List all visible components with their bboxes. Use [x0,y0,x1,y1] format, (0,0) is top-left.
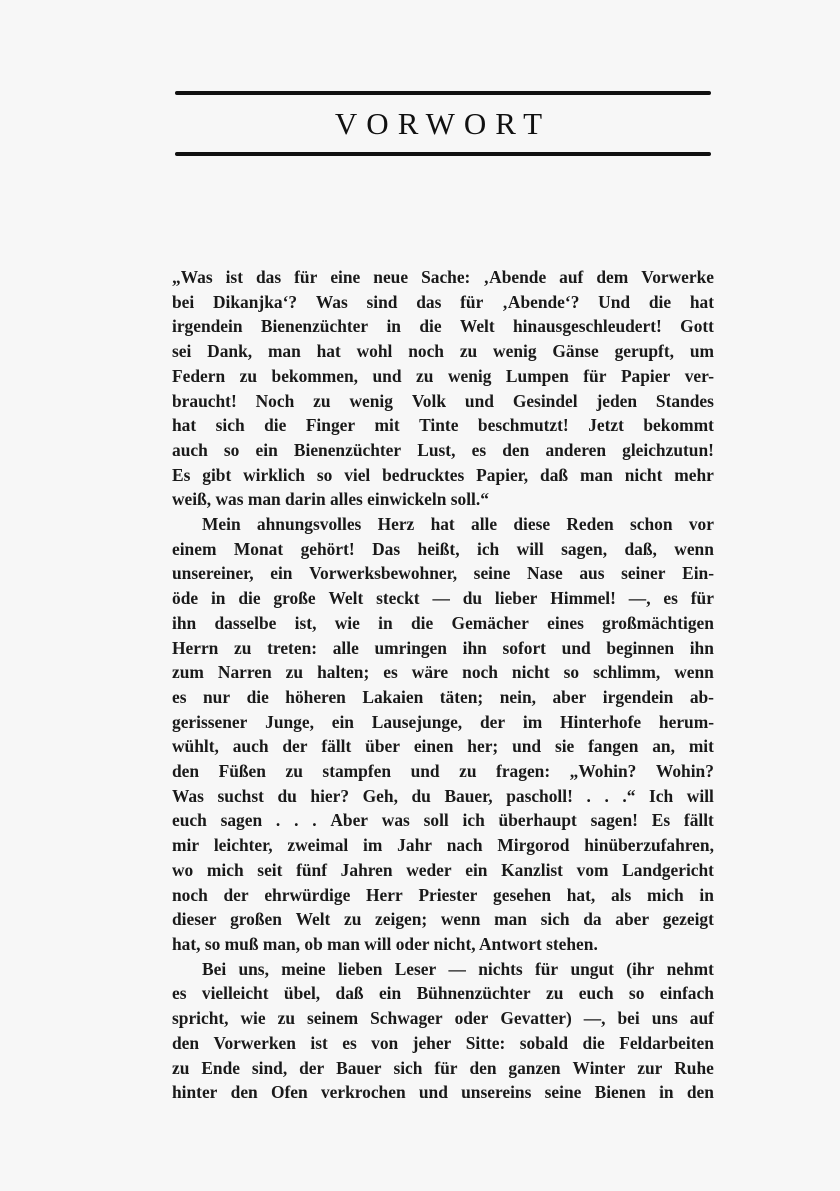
text-line: hat sich die Finger mit Tinte beschmutzt! Jetzt bekommt [172,415,714,436]
text-line: gerissener Junge, ein Lausejunge, der im Hinterhofe herum- [172,711,714,732]
text-line: einem Monat gehört! Das heißt, ich will sagen, daß, wenn [172,538,714,559]
text-line: zum Narren zu halten; es wäre noch nicht so schlimm, wenn [172,662,714,683]
text-line: bei Dikanjka‘? Was sind das für ‚Abende‘? Und die hat [172,291,714,312]
text-line: zu Ende sind, der Bauer sich für den ganzen Winter zur Ruhe [172,1057,714,1078]
text-line: Federn zu bekommen, und zu wenig Lumpen für Papier ver- [172,365,714,386]
text-line: ihn dasselbe ist, wie in die Gemächer eines großmächtigen [172,612,714,633]
text-line: den Vorwerken ist es von jeher Sitte: sobald die Feldarbeiten [172,1032,714,1053]
text-line: auch so ein Bienenzüchter Lust, es den anderen gleichzutun! [172,439,714,460]
text-line: hat, so muß man, ob man will oder nicht, Antwort stehen. [172,933,598,954]
paragraph-2 [172,512,714,957]
text-line: weiß, was man darin alles einwickeln soll.“ [172,489,489,510]
text-line: wühlt, auch der fällt über einen her; und sie fangen an, mit [172,736,714,757]
text-line: Was suchst du hier? Geh, du Bauer, pascholl! . . .“ Ich will [172,785,714,806]
title-rule-bottom [175,152,711,156]
text-line: spricht, wie zu seinem Schwager oder Gevatter) —, bei uns auf [172,1008,714,1029]
text-line: hinter den Ofen verkrochen und unsereins seine Bienen in den [172,1082,714,1103]
text-line: „Was ist das für eine neue Sache: ‚Abende auf dem Vorwerke [172,267,714,287]
chapter-title: VORWORT [334,106,552,141]
paragraph-1 [172,265,714,512]
text-line: wo mich seit fünf Jahren weder ein Kanzlist vom Landgericht [172,859,714,880]
text-line: öde in die große Welt steckt — du lieber Himmel! —, es für [172,588,714,609]
text-line: braucht! Noch zu wenig Volk und Gesindel jeden Standes [172,390,714,411]
text-line: es vielleicht übel, daß ein Bühnenzüchter zu euch so einfach [172,983,714,1004]
text-line: den Füßen zu stampfen und zu fragen: „Wohin? Wohin? [172,761,714,782]
text-line: sei Dank, man hat wohl noch zu wenig Gänse gerupft, um [172,341,714,362]
text-line: Es gibt wirklich so viel bedrucktes Papier, daß man nicht mehr [172,464,714,485]
text-line: euch sagen . . . Aber was soll ich überhaupt sagen! Es fällt [172,810,714,831]
text-line: Bei uns, meine lieben Leser — nichts für ungut (ihr nehmt [202,958,714,979]
text-line: unsereiner, ein Vorwerksbewohner, seine Nase aus seiner Ein- [172,563,714,584]
text-line: dieser großen Welt zu zeigen; wenn man sich da aber gezeigt [172,909,714,930]
body-text [172,265,714,1105]
text-line: es nur die höheren Lakaien täten; nein, aber irgendein ab- [172,686,714,707]
text-line: Mein ahnungsvolles Herz hat alle diese Reden schon vor [202,514,714,535]
text-line: irgendein Bienenzüchter in die Welt hinausgeschleudert! Gott [172,316,714,337]
text-line: mir leichter, zweimal im Jahr nach Mirgorod hinüberzufahren, [172,835,714,856]
paragraph-3 [172,957,714,1105]
title-rule-top [175,91,711,95]
text-line: noch der ehrwürdige Herr Priester gesehen hat, als mich in [172,884,714,905]
text-line: Herrn zu treten: alle umringen ihn sofort und beginnen ihn [172,637,714,658]
